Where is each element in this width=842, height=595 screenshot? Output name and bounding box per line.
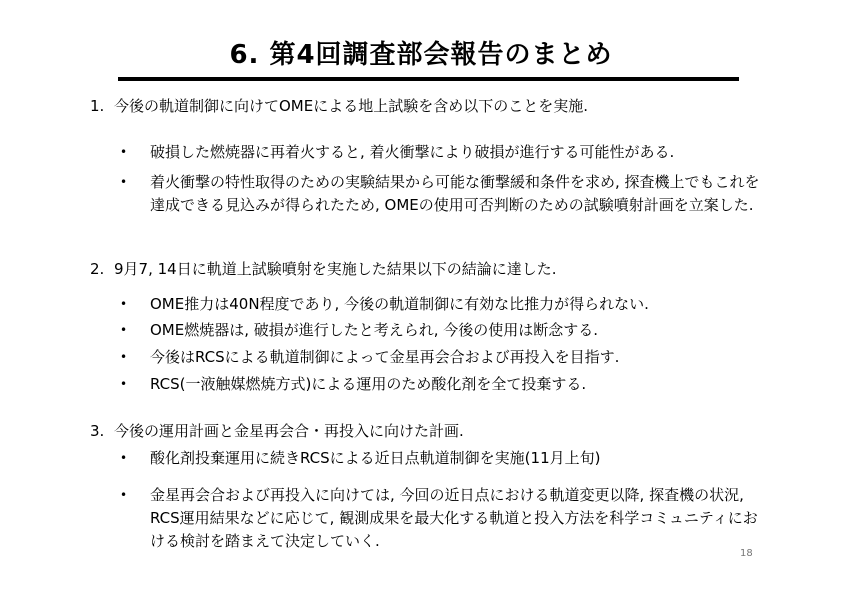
bullet-dot-icon: • — [120, 175, 128, 189]
section-1-bullet-1 — [120, 141, 760, 164]
section-3-heading-text: 今後の運用計画と金星再会合・再投入に向けた計画. — [114, 422, 464, 440]
section-3-heading — [90, 421, 770, 441]
section-2-bullet-1 — [120, 293, 760, 316]
bullet-text: 酸化剤投棄運用に続きRCSによる近日点軌道制御を実施(11月上旬) — [150, 449, 601, 467]
section-1-heading-text: 今後の軌道制御に向けてOMEによる地上試験を含め以下のことを実施. — [114, 97, 588, 115]
slide-title: 6. 第4回調査部会報告のまとめ — [229, 40, 613, 70]
bullet-dot-icon: • — [120, 297, 128, 311]
bullet-dot-icon: • — [120, 145, 128, 159]
bullet-text: OME推力は40N程度であり, 今後の軌道制御に有効な比推力が得られない. — [150, 295, 649, 313]
section-2-bullet-3 — [120, 346, 760, 369]
section-3-number: 3. — [90, 422, 105, 440]
bullet-text: 今後はRCSによる軌道制御によって金星再会合および再投入を目指す. — [150, 348, 620, 366]
bullet-text: OME燃焼器は, 破損が進行したと考えられ, 今後の使用は断念する. — [150, 321, 599, 339]
section-1-heading — [90, 96, 770, 116]
bullet-dot-icon: • — [120, 350, 128, 364]
bullet-text: 破損した燃焼器に再着火すると, 着火衝撃により破損が進行する可能性がある. — [150, 143, 675, 161]
section-2-bullet-2 — [120, 319, 760, 342]
section-3-bullet-1 — [120, 447, 760, 470]
bullet-dot-icon: • — [120, 451, 128, 465]
section-2-heading — [90, 259, 770, 279]
bullet-dot-icon: • — [120, 323, 128, 337]
bullet-text: RCS(一液触媒燃焼方式)による運用のため酸化剤を全て投棄する. — [150, 375, 587, 393]
bullet-text: 金星再会合および再投入に向けては, 今回の近日点における軌道変更以降, 探査機の状況, RCS運用結果などに応じて, 観測成果を最大化する軌道と投入方法を科学コミュニティにおける検討を踏まえて決定していく. — [150, 486, 758, 550]
section-2-bullet-4 — [120, 373, 760, 396]
section-2-heading-text: 9月7, 14日に軌道上試験噴射を実施した結果以下の結論に達した. — [114, 260, 557, 278]
section-2-number: 2. — [90, 260, 105, 278]
bullet-text: 着火衝撃の特性取得のための実験結果から可能な衝撃緩和条件を求め, 探査機上でもこれを達成できる見込みが得られたため, OMEの使用可否判断のための試験噴射計画を立案した. — [150, 173, 760, 214]
section-1-bullet-2 — [120, 171, 760, 217]
title-underline — [118, 77, 739, 81]
section-3-bullet-2 — [120, 484, 760, 553]
section-1-number: 1. — [90, 97, 105, 115]
page-number: 18 — [740, 548, 753, 559]
bullet-dot-icon: • — [120, 377, 128, 391]
bullet-dot-icon: • — [120, 488, 128, 502]
